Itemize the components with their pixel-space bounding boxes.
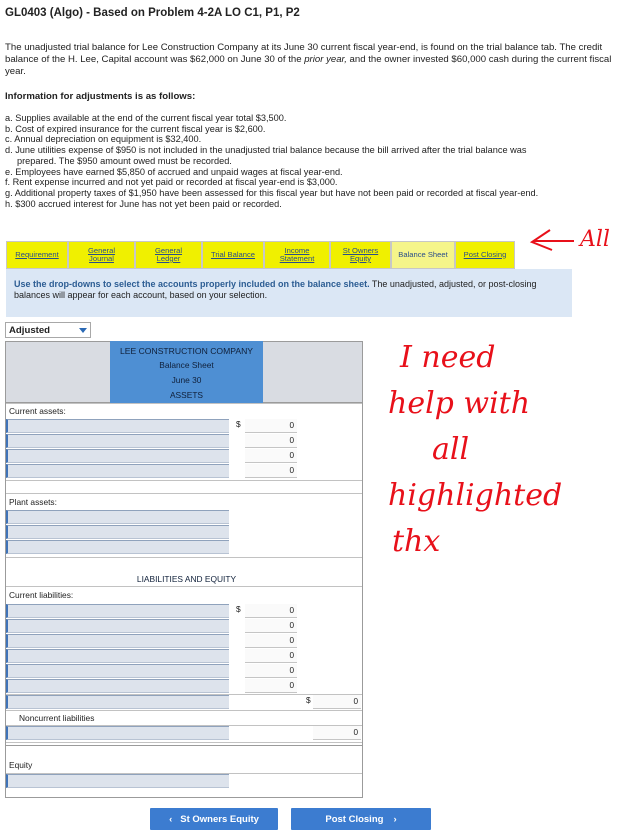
statement-date: June 30: [171, 375, 202, 385]
amount-cell: 0: [245, 634, 297, 648]
current-liability-account-select[interactable]: [6, 679, 229, 693]
amount-cell: 0: [245, 604, 297, 618]
tab-label: Ledger: [156, 254, 181, 263]
next-post-closing-button[interactable]: [291, 808, 431, 830]
current-liabilities-label: Current liabilities:: [9, 590, 74, 600]
tab-label: Journal: [89, 254, 114, 263]
current-asset-account-select[interactable]: [6, 464, 229, 478]
tab-general-ledger[interactable]: [135, 241, 202, 269]
adjustment-item: c. Annual depreciation on equipment is $32,400.: [5, 134, 202, 145]
adjustment-item: d. June utilities expense of $950 is not included in the unadjusted trial balance because the bill arrived after the trial balance was: [5, 145, 527, 156]
tab-label: Equity: [349, 254, 372, 263]
current-asset-account-select[interactable]: [6, 434, 229, 448]
tab-income-statement[interactable]: [264, 241, 330, 269]
note-line: all: [432, 432, 470, 467]
tab-requirement[interactable]: [6, 241, 68, 269]
instructions-bold: Use the drop-downs to select the accounts properly included on the balance sheet.: [14, 279, 370, 289]
page-title: GL0403 (Algo) - Based on Problem 4-2A LO C1, P1, P2: [5, 7, 300, 19]
tab-label: General: [154, 245, 183, 255]
tab-st-owners-equity[interactable]: [330, 241, 391, 269]
current-liability-account-select[interactable]: [6, 634, 229, 648]
amount-cell: 0: [245, 449, 297, 463]
current-liability-account-select[interactable]: [6, 649, 229, 663]
tab-label: St Owners: [342, 245, 379, 255]
info-heading: Information for adjustments is as follows:: [5, 91, 196, 102]
tab-label: Trial Balance: [210, 249, 256, 259]
amount-cell: 0: [245, 664, 297, 678]
adjustment-item: f. Rent expense incurred and not yet paid or recorded at fiscal year-end is $3,000.: [5, 177, 338, 188]
total-current-liabilities-select[interactable]: [6, 695, 229, 709]
balance-type-value: Adjusted: [9, 325, 51, 336]
current-liability-account-select[interactable]: [6, 604, 229, 618]
handwritten-note: [388, 335, 623, 645]
dollar-sign: $: [236, 419, 241, 429]
tab-label: Income: [284, 245, 310, 255]
prev-st-owners-equity-button[interactable]: [150, 808, 278, 830]
chevron-left-icon: ‹: [169, 813, 173, 825]
intro-part1: The unadjusted trial balance for Lee Construction Company at its June 30 current fiscal year-end, is found on the trial balance tab. The credit balance of the H. Lee, Capital account was $62,000 on June 30 of the: [5, 42, 603, 65]
note-line: I need: [400, 340, 496, 375]
company-name: LEE CONSTRUCTION COMPANY: [119, 346, 254, 356]
current-asset-account-select[interactable]: [6, 419, 229, 433]
adjustment-item: a. Supplies available at the end of the current fiscal year total $3,500.: [5, 113, 287, 123]
statement-name: Balance Sheet: [159, 360, 214, 370]
adjustment-item: g. Additional property taxes of $1,950 have been assessed for this fiscal year but have not been paid or recorded at fiscal year-end.: [5, 187, 539, 198]
noncurrent-liabilities-label: Noncurrent liabilities: [19, 713, 95, 723]
tab-label: Statement: [279, 254, 315, 263]
tab-label: Balance Sheet: [398, 249, 448, 259]
note-line: highlighted: [388, 478, 563, 513]
plant-assets-label: Plant assets:: [9, 497, 57, 507]
tab-label: Post Closing: [463, 249, 507, 259]
tab-post-closing[interactable]: [455, 241, 515, 269]
intro-emphasis: prior year,: [304, 54, 347, 65]
adjustment-item: b. Cost of expired insurance for the current fiscal year is $2,600.: [5, 123, 266, 134]
total-amount-cell: 0: [313, 726, 361, 740]
amount-cell: 0: [245, 464, 297, 478]
equity-section: [5, 746, 363, 798]
adjustments-list: [5, 113, 627, 209]
noncurrent-liability-account-select[interactable]: [6, 726, 229, 740]
amount-cell: 0: [245, 619, 297, 633]
balance-type-select[interactable]: [5, 322, 91, 338]
handwritten-all: All: [580, 227, 610, 252]
intro-part2: and the owner invested $60,000 cash during the current fiscal year.: [5, 54, 612, 77]
assets-heading: ASSETS: [169, 390, 204, 400]
note-line: help with: [388, 386, 531, 421]
requirement-tabs: [6, 241, 573, 269]
plant-asset-account-select[interactable]: [6, 510, 229, 524]
amount-cell: 0: [245, 649, 297, 663]
instructions-box: [6, 269, 572, 317]
tab-balance-sheet[interactable]: [391, 241, 455, 269]
dollar-sign: $: [236, 604, 241, 614]
amount-cell: 0: [245, 679, 297, 693]
chevron-right-icon: ›: [393, 813, 397, 825]
adjustment-item: h. $300 accrued interest for June has not yet been paid or recorded.: [5, 198, 282, 209]
tab-trial-balance[interactable]: [202, 241, 264, 269]
adjustment-item-continued: prepared. The $950 amount owed must be recorded.: [17, 155, 232, 166]
instructions-rest: The unadjusted, adjusted, or post-closing balances will appear for each account, based on your selection.: [14, 279, 537, 300]
plant-asset-account-select[interactable]: [6, 540, 229, 554]
amount-cell: 0: [245, 434, 297, 448]
chevron-down-icon: [79, 328, 87, 333]
liabilities-equity-heading: LIABILITIES AND EQUITY: [136, 574, 237, 584]
equity-account-select[interactable]: [6, 774, 229, 788]
current-asset-account-select[interactable]: [6, 449, 229, 463]
tab-label: Requirement: [15, 249, 59, 259]
total-amount-cell: 0: [313, 695, 361, 709]
next-button-label: Post Closing: [325, 813, 384, 825]
note-line: thx: [392, 524, 441, 559]
current-liability-account-select[interactable]: [6, 619, 229, 633]
equity-label: Equity: [9, 760, 33, 770]
amount-cell: 0: [245, 419, 297, 433]
dollar-sign: $: [306, 695, 311, 705]
arrow-icon: [528, 226, 628, 258]
current-assets-label: Current assets:: [9, 406, 66, 416]
adjustment-item: e. Employees have earned $5,850 of accrued and unpaid wages at fiscal year-end.: [5, 166, 343, 177]
tab-general-journal[interactable]: [68, 241, 135, 269]
problem-intro: [5, 42, 627, 78]
current-liability-account-select[interactable]: [6, 664, 229, 678]
prev-button-label: St Owners Equity: [180, 813, 259, 825]
handwritten-arrow-note: [528, 226, 628, 258]
plant-asset-account-select[interactable]: [6, 525, 229, 539]
tab-label: General: [87, 245, 116, 255]
